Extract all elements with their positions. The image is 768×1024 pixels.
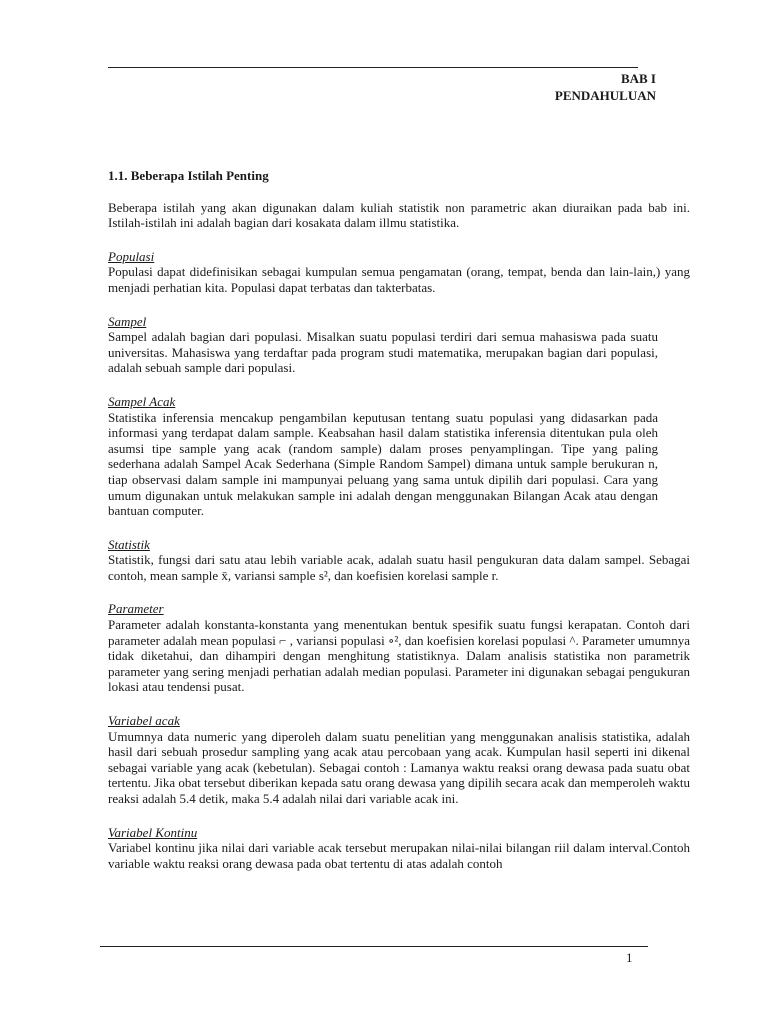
term-title: Variabel acak [108,713,180,729]
document-body [108,168,690,871]
term-text: Umumnya data numeric yang diperoleh dalam suatu penelitian yang menggunakan analisis statistika, adalah hasil dari sebuah prosedur sampling yang acak atau percobaan yang acak. Kumpulan hasil seperti ini dikenal sebagai variable yang acak (kebetulan). Sebagai contoh : Lamanya waktu reaksi orang dewasa pada suatu obat tertentu. Jika obat tersebut diberikan kepada satu orang dewasa yang dipilih secara acak dan memperoleh waktu reaksi adalah 5.4 detik, maka 5.4 adalah nilai dari variable acak ini. [108,728,690,806]
term-title: Sampel [108,313,147,329]
term-text: Parameter adalah konstanta-konstanta yang menentukan bentuk spesifik suatu fungsi kerapatan. Contoh dari parameter adalah mean populasi ⌐ , variansi populasi ∘², dan koefisien korelasi populasi ^. Parameter umumnya tidak diketahui, dan dihampiri dengan menghitung statistiknya. Dalam analisis statistika non parametrik parameter yang sering menjadi perhatian adalah median populasi. Parameter ini digunakan sebagai pengukuran lokasi atau tendensi pusat. [108,617,690,695]
term-populasi [108,249,690,296]
term-text: Populasi dapat didefinisikan sebagai kumpulan semua pengamatan (orang, tempat, benda dan lain-lain,) yang menjadi perhatian kita. Populasi dapat terbatas dan takterbatas. [108,264,690,295]
term-statistik [108,537,690,584]
term-variabel-acak [108,713,690,807]
header-rule [108,67,638,68]
page-number: 1 [626,950,633,965]
chapter-number: BAB I [620,71,656,86]
chapter-heading [555,70,656,104]
term-title: Variabel Kontinu [108,824,198,840]
footer-rule [100,946,648,947]
term-text: Statistika inferensia mencakup pengambilan keputusan tentang suatu populasi yang didasarkan pada informasi yang terdapat dalam sample. Keabsahan hasil dalam statistika inferensia ditentukan pula oleh asumsi tipe sample yang acak (random sample) dalam proses penyamplingan. Tipe yang paling sederhana adalah Sampel Acak Sederhana (Simple Random Sampel) dimana untuk sample berukuran n, tiap observasi dalam sample ini mampunyai peluang yang sama untuk dipilih dari populasi. Cara yang umum digunakan untuk melakukan sample ini adalah dengan menggunakan Bilangan Acak atau dengan bantuan computer. [108,409,658,519]
term-title: Statistik [108,536,150,552]
term-sampel [108,314,658,376]
term-title: Sampel Acak [108,393,176,409]
term-title: Parameter [108,601,164,617]
term-sampel-acak [108,394,658,519]
chapter-title: PENDAHULUAN [554,88,656,103]
section-intro: Beberapa istilah yang akan digunakan dalam kuliah statistik non parametric akan diuraikan pada bab ini. Istilah-istilah ini adalah bagian dari kosakata dalam illmu statistika. [108,199,690,231]
section-title: 1.1. Beberapa Istilah Penting [108,168,269,183]
term-text: Statistik, fungsi dari satu atau lebih variable acak, adalah suatu hasil pengukuran data dalam sampel. Sebagai contoh, mean sample x̄, variansi sample s², dan koefisien korelasi sample r. [108,552,690,583]
term-text: Sampel adalah bagian dari populasi. Misalkan suatu populasi terdiri dari semua mahasiswa pada suatu universitas. Mahasiswa yang terdaftar pada program studi matematika, merupakan bagian dari populasi, adalah sebuah sample dari populasi. [108,329,658,376]
term-parameter [108,601,690,695]
term-title: Populasi [108,248,155,264]
term-variabel-kontinu [108,825,690,872]
term-text: Variabel kontinu jika nilai dari variable acak tersebut merupakan nilai-nilai bilangan riil dalam interval.Contoh variable waktu reaksi orang dewasa pada obat tertentu di atas adalah contoh [108,840,690,871]
